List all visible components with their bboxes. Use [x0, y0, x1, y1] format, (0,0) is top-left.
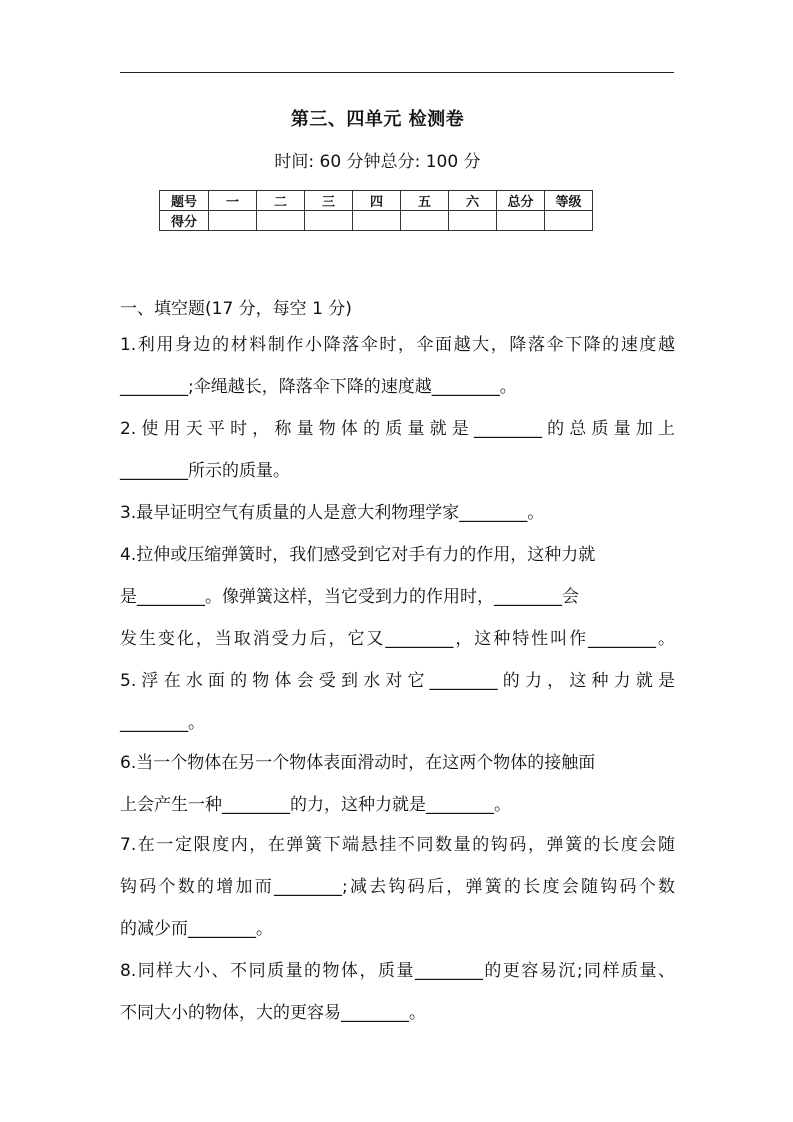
question-2 [120, 408, 675, 492]
score-table-header-row [160, 191, 593, 211]
score-cell-header: 一 [209, 191, 257, 211]
score-cell-label: 题号 [160, 191, 209, 211]
question-line: 1.利用身边的材料制作小降落伞时，伞面越大，降落伞下降的速度越 [120, 335, 675, 355]
score-cell-empty[interactable] [401, 211, 449, 231]
question-line: ________。 [120, 713, 205, 733]
question-line: 不同大小的物体，大的更容易________。 [120, 1003, 426, 1023]
question-5 [120, 660, 675, 744]
question-line: 是________。像弹簧这样，当它受到力的作用时，________会 [120, 587, 579, 607]
score-cell-header: 等级 [545, 191, 593, 211]
score-table-score-row [160, 211, 593, 231]
question-8 [120, 950, 675, 1034]
question-line: 6.当一个物体在另一个物体表面滑动时，在这两个物体的接触面 [120, 753, 596, 773]
score-cell-header: 六 [449, 191, 497, 211]
question-line: 8.同样大小、不同质量的物体，质量________的更容易沉;同样质量、 [120, 961, 675, 981]
question-line: 5.浮在水面的物体会受到水对它________的力，这种力就是 [120, 671, 675, 691]
question-4 [120, 534, 675, 660]
score-cell-header: 二 [257, 191, 305, 211]
question-1 [120, 324, 675, 408]
question-line: 4.拉伸或压缩弹簧时，我们感受到它对手有力的作用，这种力就 [120, 545, 596, 565]
question-line: 的减少而________。 [120, 919, 273, 939]
question-line: 2.使用天平时，称量物体的质量就是________的总质量加上 [120, 419, 675, 439]
score-cell-empty[interactable] [209, 211, 257, 231]
score-cell-empty[interactable] [353, 211, 401, 231]
score-cell-header: 四 [353, 191, 401, 211]
exam-info: 时间: 60 分钟总分: 100 分 [274, 152, 481, 172]
question-6 [120, 742, 675, 826]
score-cell-header: 三 [305, 191, 353, 211]
question-3 [120, 492, 675, 534]
question-line: ________所示的质量。 [120, 461, 290, 481]
score-cell-empty[interactable] [257, 211, 305, 231]
question-line: 发生变化，当取消受力后，它又________，这种特性叫作________。 [120, 629, 675, 649]
score-cell-empty[interactable] [545, 211, 593, 231]
score-cell-label: 得分 [160, 211, 209, 231]
header-rule [120, 72, 674, 73]
question-line: 上会产生一种________的力，这种力就是________。 [120, 795, 511, 815]
score-cell-header: 五 [401, 191, 449, 211]
question-line: 钩码个数的增加而________;减去钩码后，弹簧的长度会随钩码个数 [120, 877, 675, 897]
page-title: 第三、四单元 检测卷 [290, 109, 465, 130]
question-line: ________;伞绳越长，降落伞下降的速度越________。 [120, 377, 517, 397]
score-cell-empty[interactable] [449, 211, 497, 231]
question-7 [120, 824, 675, 950]
score-cell-empty[interactable] [497, 211, 545, 231]
section-heading: 一、填空题(17 分，每空 1 分) [120, 299, 352, 319]
question-line: 7.在一定限度内，在弹簧下端悬挂不同数量的钩码，弹簧的长度会随 [120, 835, 675, 855]
score-table [159, 190, 593, 231]
question-line: 3.最早证明空气有质量的人是意大利物理学家________。 [120, 503, 545, 523]
score-cell-header: 总分 [497, 191, 545, 211]
score-cell-empty[interactable] [305, 211, 353, 231]
